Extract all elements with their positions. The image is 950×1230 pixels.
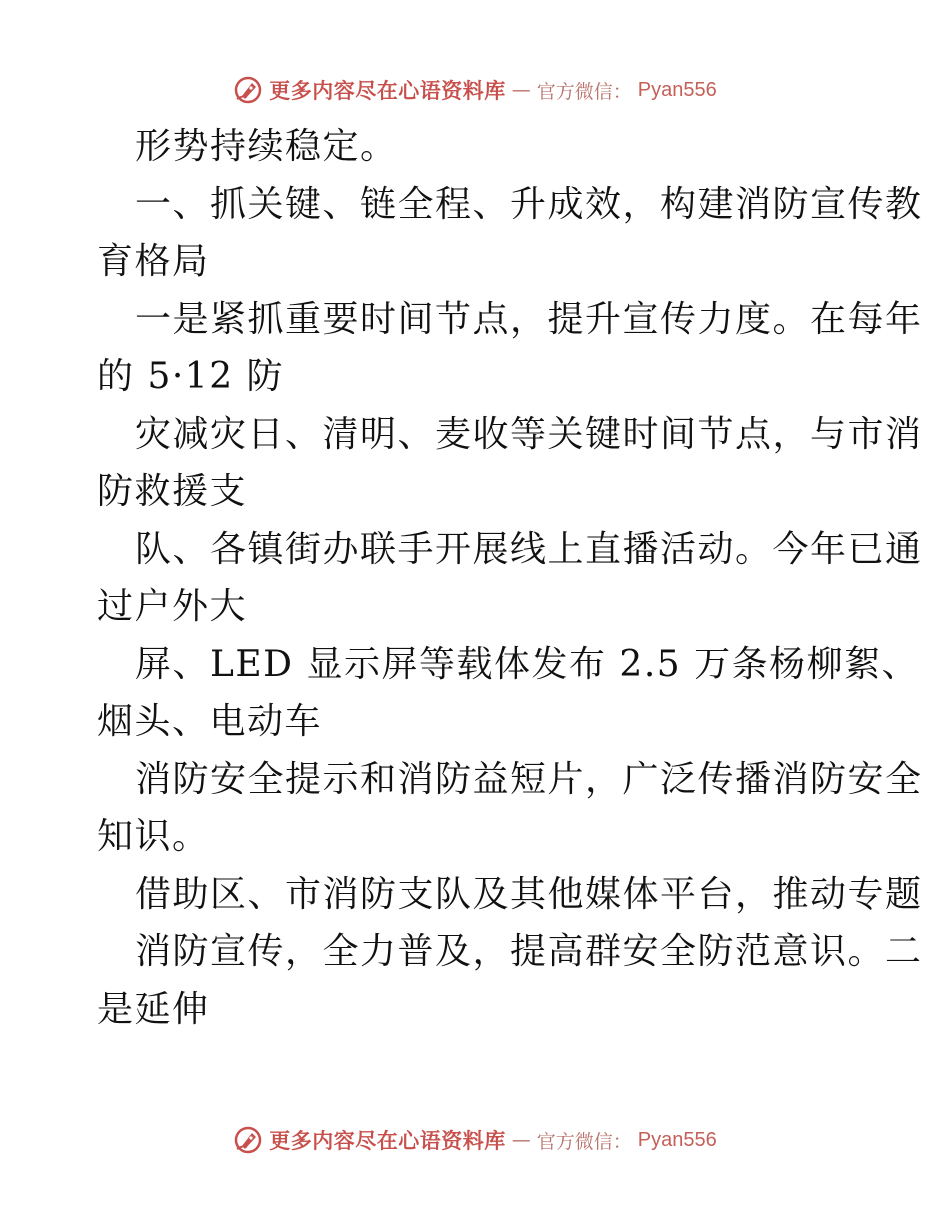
- text-line: 队、各镇街办联手开展线上直播活动。今年已通: [135, 528, 923, 570]
- watermark-separator: —: [511, 79, 531, 101]
- text-line: 消防安全提示和消防益短片，广泛传播消防安全: [135, 758, 923, 800]
- watermark-main-text: 更多内容尽在心语资料库: [269, 1129, 506, 1153]
- text-line: 过户外大: [97, 586, 248, 627]
- pen-nib-logo-icon: [233, 75, 263, 105]
- footer-watermark-banner: [0, 1118, 950, 1162]
- text-line: 是延伸: [97, 988, 210, 1030]
- text-line: 一是紧抓重要时间节点，提升宣传力度。在每年: [135, 298, 923, 340]
- text-line: 灾减灾日、清明、麦收等关键时间节点，与市消: [135, 413, 923, 455]
- watermark-wechat-label: 官方微信：: [536, 1130, 632, 1153]
- pen-nib-logo-icon: [233, 1125, 263, 1155]
- text-line: 形势持续稳定。: [135, 126, 398, 167]
- section-heading-line: 一、抓关键、链全程、升成效，构建消防宣传教: [135, 183, 923, 225]
- text-line: 的 5·12 防: [97, 356, 285, 397]
- text-line: 防救援支: [97, 471, 248, 512]
- watermark-wechat-label: 官方微信：: [536, 80, 632, 103]
- text-line: 消防宣传，全力普及，提高群安全防范意识。二: [135, 931, 923, 972]
- watermark-main-text: 更多内容尽在心语资料库: [269, 79, 506, 103]
- watermark-wechat-id: Pyan556: [637, 78, 717, 101]
- text-line: 烟头、电动车: [97, 701, 323, 742]
- watermark-wechat-id: Pyan556: [637, 1128, 717, 1151]
- section-heading-line: 育格局: [97, 241, 210, 282]
- text-line: 借助区、市消防支队及其他媒体平台，推动专题: [135, 873, 923, 915]
- text-line: 屏、LED 显示屏等载体发布 2.5 万条杨柳絮、: [135, 643, 920, 685]
- watermark-separator: —: [511, 1129, 531, 1151]
- document-body: [97, 118, 923, 1038]
- text-line: 知识。: [97, 816, 210, 857]
- header-watermark-banner: [0, 68, 950, 112]
